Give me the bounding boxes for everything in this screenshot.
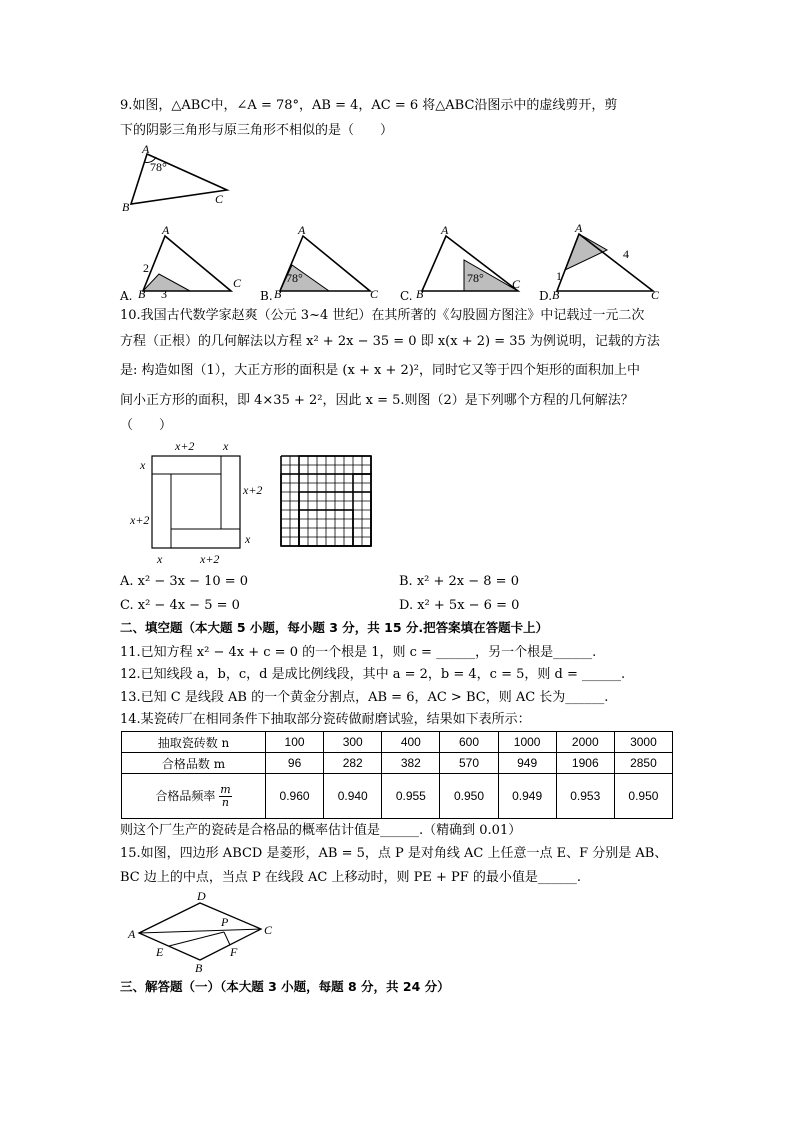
q14-frequency-table bbox=[121, 731, 673, 819]
q9-b-label-c: C bbox=[370, 287, 379, 300]
q9-c-label-c: C bbox=[512, 277, 521, 291]
q9-d-label-a: A bbox=[575, 221, 583, 235]
n-cell: 300 bbox=[324, 732, 382, 753]
q9-option-a-label[interactable]: A. bbox=[120, 289, 133, 303]
q9-d-label-c: C bbox=[651, 288, 660, 300]
row-label-m: 合格品数 m bbox=[122, 753, 266, 774]
q15-label-f: F bbox=[230, 945, 238, 959]
q15-label-p: P bbox=[221, 915, 229, 929]
q9-b-label-b: B bbox=[274, 287, 282, 300]
q10-fig1-left-b: x+2 bbox=[130, 513, 150, 527]
n-cell: 3000 bbox=[614, 732, 672, 753]
freq-cell: 0.949 bbox=[498, 774, 556, 819]
table-row bbox=[122, 753, 673, 774]
q10-stem-line2: 方程（正根）的几何解法以方程 x² + 2x − 35 = 0 即 x(x + 2) = 35 为例说明，记载的方法 bbox=[120, 334, 660, 349]
table-row bbox=[122, 774, 673, 819]
q10-stem-line3: 是: 构造如图（1），大正方形的面积是 (x + x + 2)²，同时它又等于四个矩形的面积加上中 bbox=[120, 363, 641, 378]
q10-stem-line4: 间小正方形的面积，即 4×35 + 2²，因此 x = 5.则图（2）是下列哪个方程的几何解法？ bbox=[120, 393, 634, 408]
q9-option-b-figure[interactable] bbox=[272, 222, 384, 300]
q9-b-angle: 78° bbox=[286, 271, 303, 285]
freq-cell: 0.960 bbox=[266, 774, 324, 819]
q9-option-c-figure[interactable] bbox=[412, 222, 527, 300]
q14-intro: 14.某瓷砖厂在相同条件下抽取部分瓷砖做耐磨试验，结果如下表所示： bbox=[120, 712, 531, 727]
q9-a-number-2: 2 bbox=[143, 261, 149, 275]
q9-b-label-a: A bbox=[298, 223, 306, 237]
q10-option-d[interactable]: D. x² + 5x − 6 = 0 bbox=[399, 598, 520, 613]
q15-stem-line2: BC 边上的中点，当点 P 在线段 AC 上移动时，则 PE + PF 的最小值是______. bbox=[120, 870, 582, 885]
q10-option-a[interactable]: A. x² − 3x − 10 = 0 bbox=[120, 574, 249, 589]
q10-stem-line1: 10.我国古代数学家赵爽（公元 3~4 世纪）在其所著的《勾股圆方图注》中记载过一元二次 bbox=[120, 308, 645, 323]
q10-fig1-top-b: x bbox=[223, 439, 229, 453]
q9-d-number-4: 4 bbox=[623, 247, 629, 261]
q9-a-number-3: 3 bbox=[161, 287, 167, 300]
q9-main-triangle-figure bbox=[115, 140, 245, 215]
m-cell: 1906 bbox=[556, 753, 614, 774]
row-label-n: 抽取瓷砖数 n bbox=[122, 732, 266, 753]
q9-option-d-figure[interactable] bbox=[551, 220, 666, 300]
q9-label-c: C bbox=[215, 192, 224, 206]
m-cell: 382 bbox=[382, 753, 440, 774]
q9-label-b: B bbox=[122, 200, 130, 214]
freq-cell: 0.950 bbox=[614, 774, 672, 819]
freq-cell: 0.953 bbox=[556, 774, 614, 819]
q10-option-c[interactable]: C. x² − 4x − 5 = 0 bbox=[120, 598, 240, 613]
q9-option-c-label[interactable]: C. bbox=[400, 289, 413, 303]
m-cell: 2850 bbox=[614, 753, 672, 774]
q9-option-d-label[interactable]: D. bbox=[539, 289, 553, 303]
q15-label-a: A bbox=[128, 927, 136, 941]
q9-c-label-a: A bbox=[441, 223, 449, 237]
q9-a-label-a: A bbox=[162, 223, 170, 237]
q9-a-label-c: C bbox=[233, 276, 242, 290]
freq-cell: 0.940 bbox=[324, 774, 382, 819]
row-label-frequency bbox=[122, 774, 266, 819]
q10-fig1-top-a: x+2 bbox=[175, 439, 195, 453]
q15-label-d: D bbox=[197, 889, 206, 903]
q9-label-a: A bbox=[142, 142, 150, 156]
n-cell: 2000 bbox=[556, 732, 614, 753]
q9-c-angle: 78° bbox=[467, 271, 484, 285]
q15-rhombus-figure bbox=[122, 888, 282, 976]
m-cell: 949 bbox=[498, 753, 556, 774]
q10-fig1-right-a: x+2 bbox=[243, 483, 263, 497]
m-cell: 96 bbox=[266, 753, 324, 774]
q9-option-b-label[interactable]: B. bbox=[260, 289, 273, 303]
section-3-title: 三、解答题（一）（本大题 3 小题，每题 8 分，共 24 分） bbox=[120, 979, 450, 994]
freq-cell: 0.955 bbox=[382, 774, 440, 819]
m-cell: 570 bbox=[440, 753, 498, 774]
n-cell: 1000 bbox=[498, 732, 556, 753]
q9-angle-label: 78° bbox=[150, 160, 167, 174]
q9-a-label-b: B bbox=[138, 287, 146, 300]
q9-option-a-figure[interactable] bbox=[133, 222, 245, 300]
q15-label-e: E bbox=[156, 945, 164, 959]
n-cell: 600 bbox=[440, 732, 498, 753]
table-row bbox=[122, 732, 673, 753]
n-cell: 100 bbox=[266, 732, 324, 753]
m-cell: 282 bbox=[324, 753, 382, 774]
q12-text: 12.已知线段 a，b，c，d 是成比例线段，其中 a = 2，b = 4，c = 5，则 d = ______. bbox=[120, 667, 626, 682]
q13-text: 13.已知 C 是线段 AB 的一个黄金分割点，AB = 6，AC > BC，则 AC 长为______. bbox=[120, 690, 609, 705]
q10-option-b[interactable]: B. x² + 2x − 8 = 0 bbox=[399, 574, 519, 589]
q14-outro: 则这个厂生产的瓷砖是合格品的概率估计值是______.（精确到 0.01） bbox=[120, 823, 522, 838]
q10-stem-line5: （ ） bbox=[120, 418, 173, 433]
q9-d-label-b: B bbox=[552, 288, 560, 300]
q10-figure-2 bbox=[279, 454, 373, 550]
fraction-m-over-n: $\frac{m}{n}$ bbox=[220, 782, 231, 809]
q9-c-label-b: B bbox=[416, 287, 424, 300]
q10-fig1-left-a: x bbox=[140, 458, 146, 472]
q15-label-c: C bbox=[264, 923, 273, 937]
q9-stem-line1: 9.如图，△ABC中，∠A = 78°，AB = 4，AC = 6 将△ABC沿图示中的虚线剪开，剪 bbox=[120, 98, 618, 113]
q10-fig1-bottom-a: x bbox=[157, 552, 163, 566]
q11-text: 11.已知方程 x² − 4x + c = 0 的一个根是 1，则 c = ______，另一个根是______. bbox=[120, 645, 597, 660]
section-2-title: 二、填空题（本大题 5 小题，每小题 3 分，共 15 分.把答案填在答题卡上） bbox=[120, 620, 549, 635]
q9-stem-line2: 下的阴影三角形与原三角形不相似的是（ ） bbox=[120, 123, 394, 138]
freq-cell: 0.950 bbox=[440, 774, 498, 819]
q10-fig1-bottom-b: x+2 bbox=[200, 552, 220, 566]
q15-label-b: B bbox=[195, 961, 203, 975]
q9-d-number-1: 1 bbox=[556, 269, 562, 283]
q15-stem-line1: 15.如图，四边形 ABCD 是菱形，AB = 5，点 P 是对角线 AC 上任意一点 E、F 分别是 AB、 bbox=[120, 846, 668, 861]
row-label-frequency-text: 合格品频率 bbox=[155, 788, 216, 803]
q10-fig1-right-b: x bbox=[245, 532, 251, 546]
q10-figure-1 bbox=[125, 436, 275, 570]
n-cell: 400 bbox=[382, 732, 440, 753]
